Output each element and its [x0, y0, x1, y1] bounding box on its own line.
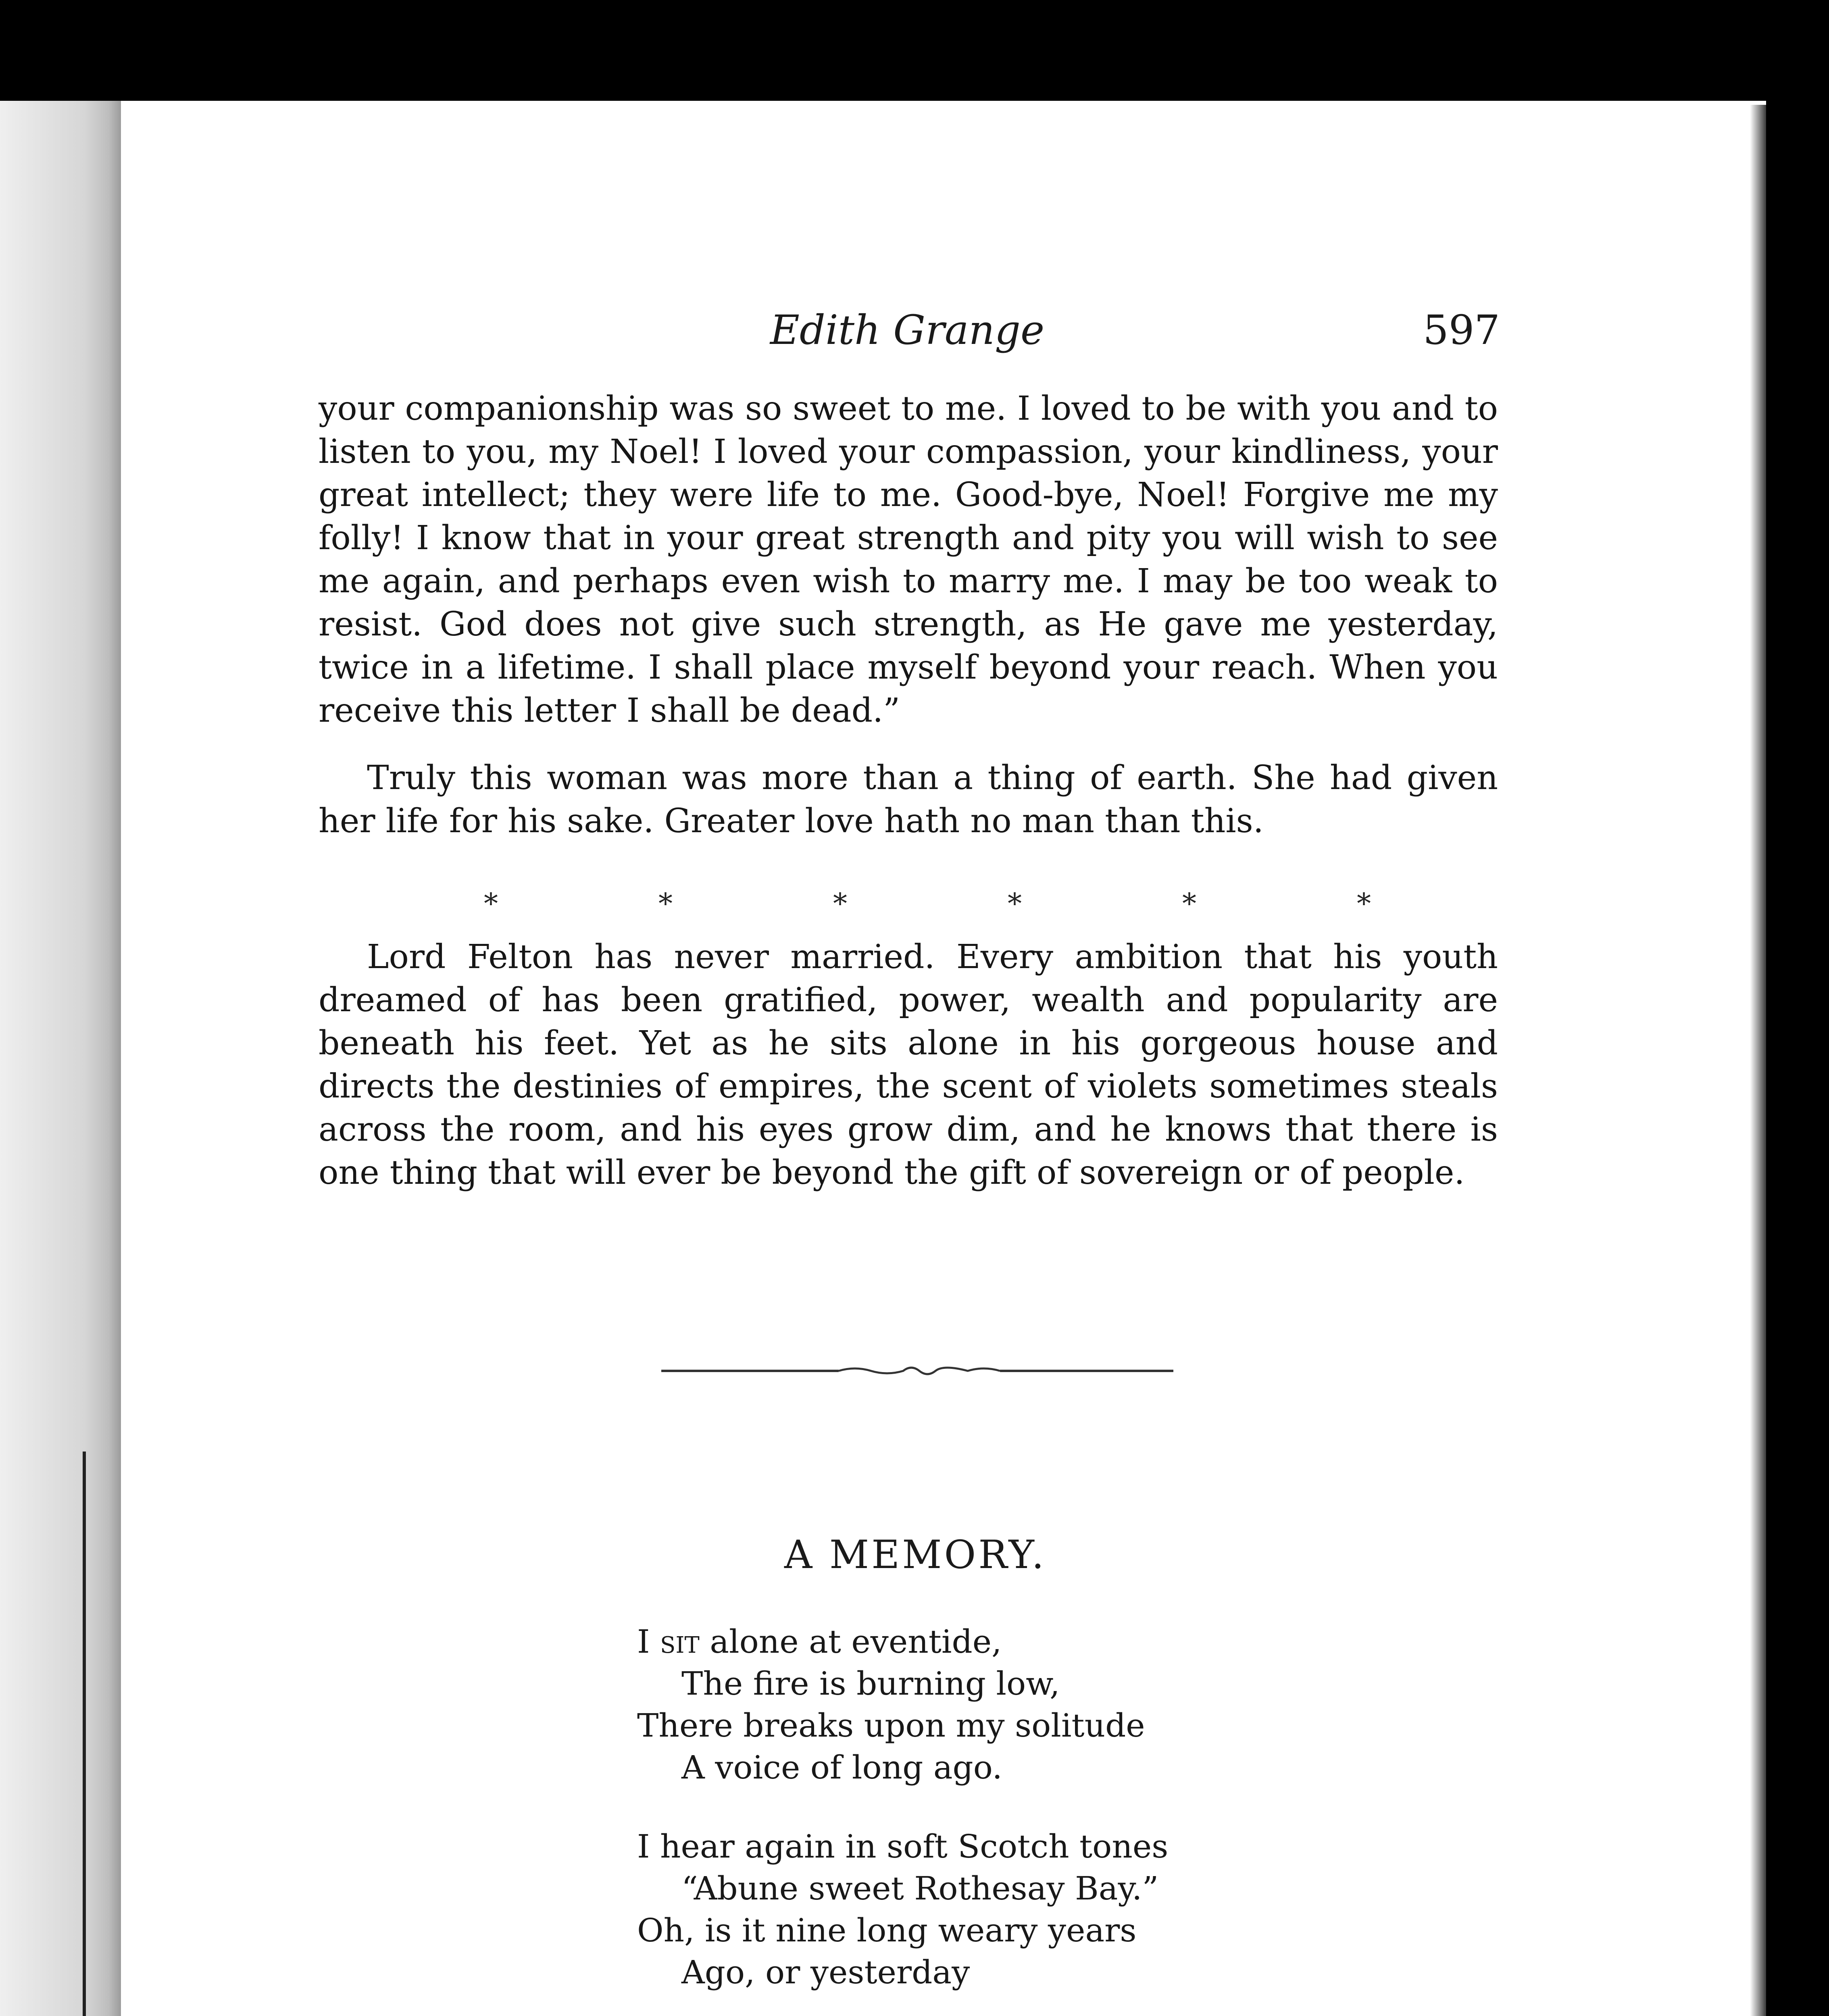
poem-line: I hear again in soft Scotch tones [637, 1828, 1169, 1865]
poem-line: Oh, is it nine long weary years [637, 1912, 1137, 1949]
drop-initial: I [637, 1623, 650, 1660]
poem-line-text: alone at eventide, [699, 1623, 1002, 1660]
page-edge [1750, 105, 1766, 2016]
small-caps-word: sit [660, 1623, 700, 1660]
ornament-divider-icon [661, 1363, 1173, 1379]
stanza-1 [637, 1621, 1524, 1789]
poem-title: A MEMORY. [784, 1532, 1047, 1577]
page-header [315, 306, 1500, 363]
asterisk: * [1182, 887, 1196, 920]
poem-line: “Abune sweet Rothesay Bay.” [681, 1870, 1159, 1907]
asterisk: * [1008, 887, 1022, 920]
stanza-2 [637, 1826, 1524, 1993]
asterisk: * [484, 887, 498, 920]
poem [637, 1621, 1524, 2016]
section-break-asterisks [484, 887, 1371, 920]
page-gutter [0, 101, 121, 2016]
page-number: 597 [1423, 306, 1500, 354]
asterisk: * [658, 887, 673, 920]
asterisk: * [1357, 887, 1371, 920]
poem-line: Ago, or yesterday [681, 1954, 970, 1991]
body-text [319, 387, 1498, 843]
poem-line: The fire is burning low, [681, 1665, 1060, 1702]
poem-line [637, 1621, 1524, 1663]
poem-line: A voice of long ago. [681, 1749, 1002, 1786]
poem-line: There breaks upon my solitude [637, 1707, 1145, 1744]
paragraph-lord-felton: Lord Felton has never married. Every ambition that his youth dreamed of has been gratified, power, wealth and popularity are beneath his feet. Yet as he sits alone in his gorgeous house and directs the destinies of empires, the scent of violets sometimes steals across the room, and his eyes grow dim, and he knows that there is one thing that will ever be beyond the gift of sovereign or of people. [319, 938, 1498, 1192]
binding-line [83, 1452, 86, 2016]
asterisk: * [833, 887, 847, 920]
paragraph-truly: Truly this woman was more than a thing of earth. She had given her life for his sake. Greater love hath no man than this. [319, 759, 1498, 840]
running-title: Edith Grange [770, 306, 1045, 354]
paragraph-letter-end: your companionship was so sweet to me. I loved to be with you and to listen to you, my Noel! I loved your compassion, your kindliness, your great intellect; they were life to me. Good-bye, Noel! Forgive me my folly! I know that in your great strength and pity you will wish to see me again, and perhaps even wish to marry me. I may be too weak to resist. God does not give such strength, as He gave me yesterday, twice in a lifetime. I shall place myself beyond your reach. When you receive this letter I shall be dead.” [319, 389, 1498, 730]
